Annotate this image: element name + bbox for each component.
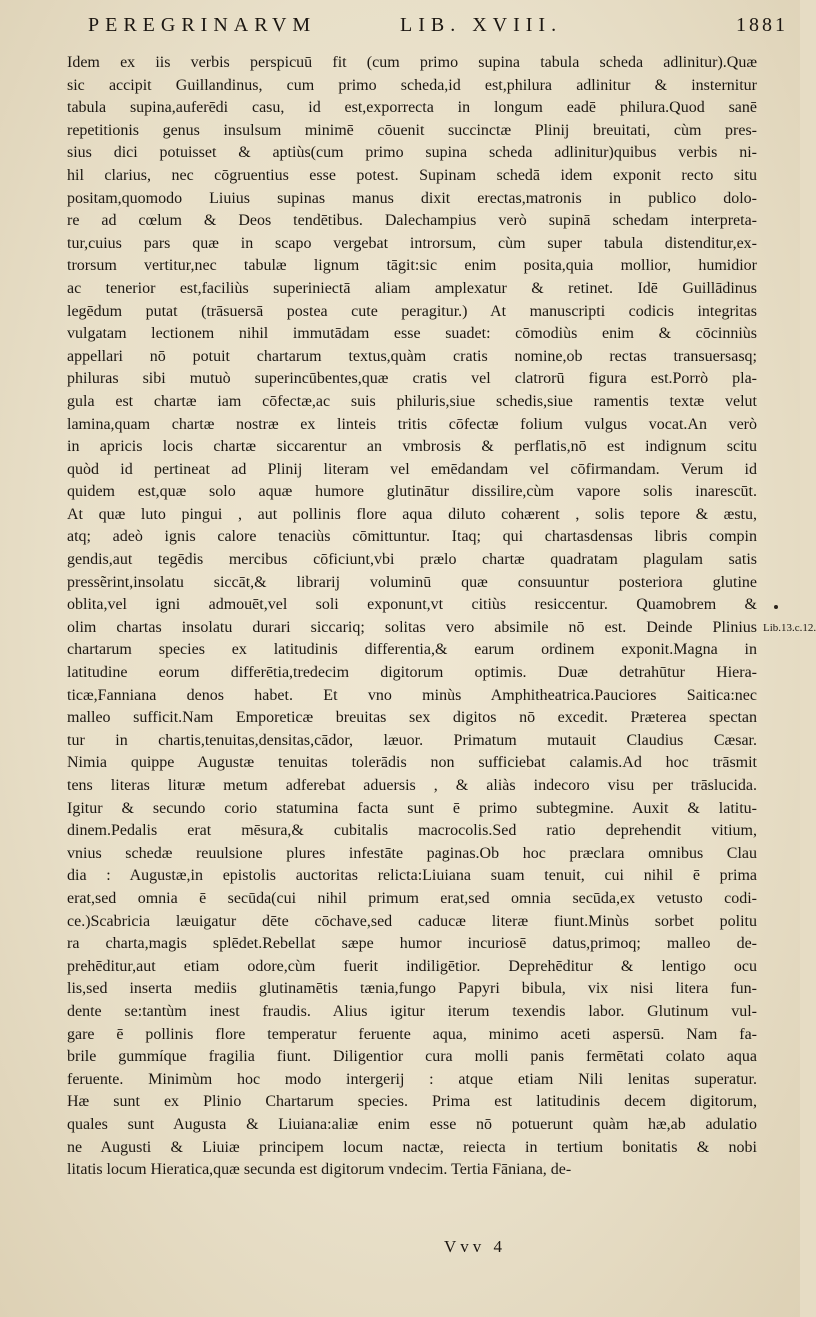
text-line: re ad cœlum & Deos tendētibus. Dalechampius verò supinā schedam interpreta- [67, 212, 757, 230]
text-line: legēdum putat (trāsuersā postea cute peragitur.) At manuscripti codicis integritas [67, 302, 757, 320]
text-line: philuras sibi mutuò superincūbentes,quæ cratis vel clatrorū figura est.Porrò pla- [67, 370, 757, 388]
text-line: gendis,aut tegēdis mercibus cōficiunt,vbi prælo chartæ quadratam plagulam satis [67, 551, 757, 569]
text-line: dia : Augustæ,in epistolis auctoritas relicta:Liuiana suam tenuit, cui nihil ē prima [67, 867, 757, 885]
text-line: chartarum species ex latitudinis differentia,& earum ordinem exponit.Magna in [67, 641, 757, 659]
text-line: prehēditur,aut etiam odore,cùm fuerit indiligētior. Deprehēditur & lentigo ocu [67, 957, 757, 975]
running-header [88, 14, 788, 44]
text-line: latitudine eorum differētia,tredecim digitorum optimis. Duæ detrahūtur Hiera- [67, 664, 757, 682]
text-line: quales sunt Augusta & Liuiana:aliæ enim esse nō potuerunt quàm hæ,ab adulatio [67, 1115, 757, 1133]
text-line: Igitur & secundo corio statumina facta sunt ē primo subtegmine. Auxit & latitu- [67, 799, 757, 817]
text-line: gula est chartæ iam cōfectæ,ac suis philuris,siue schedis,siue ramentis textæ velut [67, 392, 757, 410]
text-line: vulgatam lectionem nihil immutādam esse suadet: cōmodiùs enim & cōcinniùs [67, 325, 757, 343]
text-line: sius dici potuisset & aptiùs(cum primo supina scheda adlinitur)quibus verbis ni- [67, 144, 757, 162]
text-line: ac tenerior est,faciliùs superiniectā aliam amplexatur & retinet. Idē Guillādinus [67, 279, 757, 297]
text-line: olim chartas insolatu durari siccariq; solitas vero absimile nō est. Deinde Plinius [67, 618, 757, 636]
text-line: ce.)Scabricia læuigatur dēte cōchave,sed caducæ literæ fiunt.Minùs sorbet politu [67, 912, 757, 930]
text-line: ra charta,magis splēdet.Rebellat sæpe humor incuriosē datus,primoq; malleo de- [67, 935, 757, 953]
text-line: oblita,vel igni admouēt,vel soli exponunt,vt citiùs resiccentur. Quamobrem & [67, 596, 757, 614]
text-line: repetitionis genus insulsum minimē cōuenit succinctæ Plinij breuitati, cùm pres- [67, 121, 757, 139]
text-line: tur in chartis,tenuitas,densitas,cādor, læuor. Primatum mutauit Claudius Cæsar. [67, 731, 757, 749]
text-line: tur,cuius pars quæ in scapo vergebat introrsum, cùm super tabula distenditur,ex- [67, 234, 757, 252]
text-line: Idem ex iis verbis perspicuū fit (cum primo supina tabula scheda adlinitur).Quæ [67, 54, 757, 71]
text-line: in apricis locis chartæ siccarentur an vmbrosis & perflatis,nō est indignum scitu [67, 438, 757, 456]
margin-reference: Lib.13.c.12. [763, 622, 816, 634]
text-line: dinem.Pedalis erat mēsura,& cubitalis macrocolis.Sed ratio deprehendit vitium, [67, 822, 757, 840]
text-line: Nimia quippe Augustæ tenuitas tolerādis non sufficiebat calamis.Ad hoc trāsmit [67, 754, 757, 772]
text-line: Hæ sunt ex Plinio Chartarum species. Prima est latitudinis decem digitorum, [67, 1093, 757, 1111]
text-line: ticæ,Fanniana denos habet. Et vno minùs Amphitheatrica.Pauciores Saitica:nec [67, 686, 757, 704]
text-line: atq; adeò ignis calore tenaciùs cōmittuntur. Itaq; qui chartasdensas libris compin [67, 528, 757, 546]
folio-number: 1881 [736, 14, 788, 36]
text-line: lis,sed inserta mediis glutinamētis tænia,fungo Papyri bibula, vix nisi litera fun- [67, 980, 757, 998]
text-line: feruente. Minimùm hoc modo intergerij : atque etiam Nili lenitas superatur. [67, 1070, 757, 1088]
text-line: dente se:tantùm inest fraudis. Alius igitur iterum texendis labor. Glutinum vul- [67, 1002, 757, 1020]
signature-mark: Vvv 4 [444, 1237, 507, 1256]
margin-dot [774, 605, 778, 609]
text-line: quidem est,quæ solo aquæ humore glutinātur dissilire,cùm vapore solis inarescūt. [67, 483, 757, 501]
text-line: positam,quomodo Liuius supinas manus dixit erectas,matronis in publico dolo- [67, 189, 757, 207]
text-line: appellari nō potuit chartarum textus,quàm cratis nomine,ob rectas transuersasq; [67, 347, 757, 365]
text-line: quòd id pertineat ad Plinij literam vel emēdandam vel cōfirmandam. Verum id [67, 460, 757, 478]
text-line: ne Augusti & Liuiæ principem locum nactæ, reiecta in tertium bonitatis & nobi [67, 1138, 757, 1156]
text-line: lamina,quam chartæ nostræ ex linteis tritis cōfectæ folium vulgus vocat.An verò [67, 415, 757, 433]
text-line: brile gummíque fragilia fiunt. Diligentior cura molli panis fermētati colato aqua [67, 1048, 757, 1066]
text-line: pressẽrint,insolatu siccāt,& librarij voluminū quæ consuuntur posteriora glutine [67, 573, 757, 591]
text-line: trorsum vertitur,nec tabulæ lignum tāgit:sic enim posita,quia mollior, humidior [67, 257, 757, 275]
text-line: gare ē pollinis flore temperatur feruente aqua, minimo aceti aspersū. Nam fa- [67, 1025, 757, 1043]
text-line: litatis locum Hieratica,quæ secunda est digitorum vndecim. Tertia Fāniana, de- [67, 1161, 572, 1179]
text-line: At quæ luto pingui , aut pollinis flore aqua diluto cohærent , solis tepore & æstu, [67, 505, 757, 523]
book-number: LIB. XVIII. [400, 14, 563, 36]
text-line: vnius schedæ reuulsione plures infestāte paginas.Ob hoc præclara omnibus Clau [67, 844, 757, 862]
text-line: erat,sed omnia ē secūda(cui nihil primum erat,sed omnia secūda,ex vetusto codi- [67, 889, 757, 907]
text-line: hil clarius, nec cōgruentius esse potest. Supinam schedā idem exponit recto situ [67, 166, 757, 184]
text-line: tens literas lituræ metum adferebat aduersis , & aliàs indecoro visu per trāslucida. [67, 777, 757, 794]
text-line: malleo sufficit.Nam Emporeticæ breuitas sex digitos nō excedit. Præterea spectan [67, 709, 757, 727]
text-line: sic accipit Guillandinus, cum primo scheda,id est,philura adlinitur & insternitur [67, 76, 757, 94]
running-title: PEREGRINARVM [88, 14, 317, 36]
main-text-block [67, 52, 757, 1182]
text-line: tabula supina,auferēdi casu, id est,exporrecta in longum eadē philura.Quod sanē [67, 99, 757, 117]
